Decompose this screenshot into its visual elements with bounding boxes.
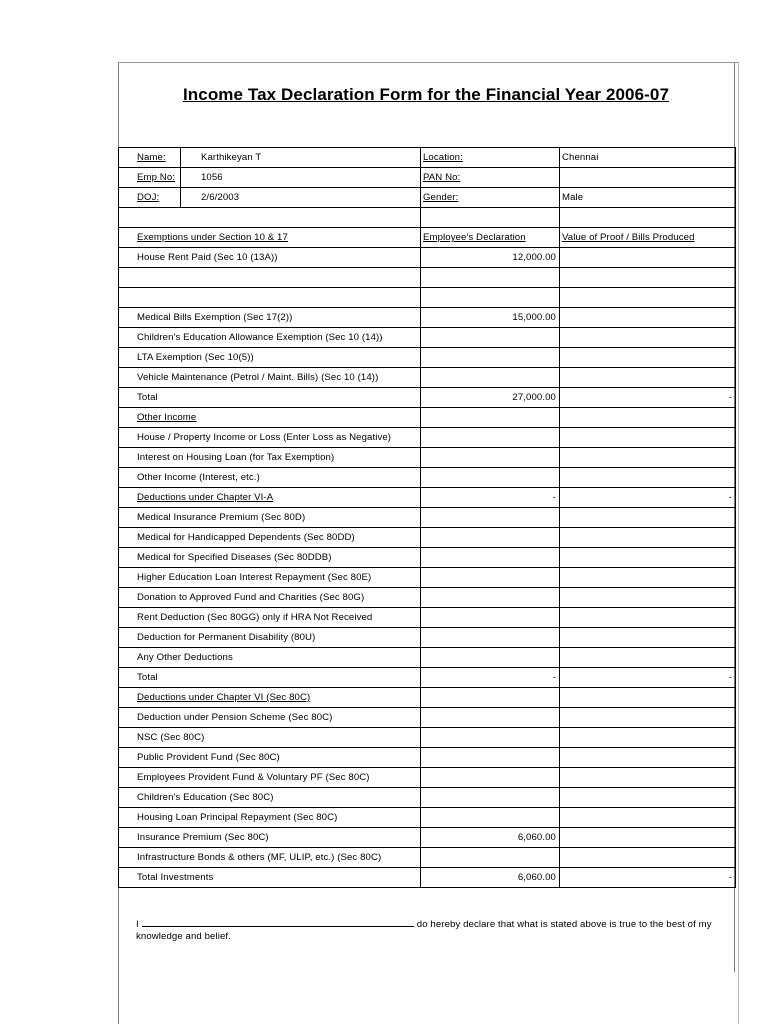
row-proof-value [560,568,736,588]
row-declared-value [421,768,560,788]
table-row [119,588,736,608]
row-declared-value [421,848,560,868]
doj-value: 2/6/2003 [181,188,421,208]
table-row [119,448,736,468]
declaration-text: do hereby declare that what is stated above is true to the best of my knowledge and belief. [136,919,712,942]
row-proof-value [560,788,736,808]
row-label: Public Provident Fund (Sec 80C) [119,748,421,768]
row-declared-value [421,608,560,628]
table-row [119,708,736,728]
row-declared-value [421,708,560,728]
row-proof-value [560,408,736,428]
name-value: Karthikeyan T [181,148,421,168]
row-declared-value [421,268,560,288]
row-declared-value [421,448,560,468]
row-label: House Rent Paid (Sec 10 (13A)) [119,248,421,268]
row-declared-value [421,368,560,388]
row-label: Total Investments [119,868,421,888]
declaration-prefix: I [136,919,139,930]
row-declared-value: 15,000.00 [421,308,560,328]
form-title: Income Tax Declaration Form for the Financial Year 2006-07 [182,85,670,104]
header-row [119,228,736,248]
table-row [119,508,736,528]
row-label: Deductions under Chapter VI-A [119,488,421,508]
row-declared-value: 6,060.00 [421,868,560,888]
row-label: LTA Exemption (Sec 10(5)) [119,348,421,368]
table-row [119,668,736,688]
row-label: Interest on Housing Loan (for Tax Exemption) [119,448,421,468]
row-proof-value [560,368,736,388]
table-row [119,568,736,588]
row-declared-value [421,468,560,488]
row-declared-value [421,348,560,368]
row-proof-value [560,448,736,468]
row-proof-value [560,808,736,828]
row-label: NSC (Sec 80C) [119,728,421,748]
row-proof-value [560,588,736,608]
page-border-top [118,62,738,63]
table-row [119,468,736,488]
exemptions-header: Exemptions under Section 10 & 17 [119,228,421,248]
row-declared-value: 12,000.00 [421,248,560,268]
row-proof-value: - [560,868,736,888]
table-row [119,628,736,648]
declarant-name-blank[interactable] [142,917,414,927]
table-row [119,488,736,508]
row-label: Deduction under Pension Scheme (Sec 80C) [119,708,421,728]
empno-label: Emp No: [119,168,181,188]
row-proof-value [560,728,736,748]
row-declared-value [421,788,560,808]
row-declared-value [421,728,560,748]
doj-label: DOJ: [119,188,181,208]
employee-row-name [119,148,736,168]
row-label: Other Income [119,408,421,428]
table-row [119,328,736,348]
table-row [119,388,736,408]
row-proof-value [560,848,736,868]
row-label: Any Other Deductions [119,648,421,668]
table-row [119,428,736,448]
employee-declaration-header: Employee's Declaration [421,228,560,248]
pan-label: PAN No: [421,168,560,188]
table-row [119,248,736,268]
row-proof-value [560,548,736,568]
row-label: Rent Deduction (Sec 80GG) only if HRA Not Received [119,608,421,628]
gender-label: Gender: [421,188,560,208]
row-label: Total [119,668,421,688]
row-label: Medical Insurance Premium (Sec 80D) [119,508,421,528]
row-label [119,288,421,308]
row-declared-value [421,548,560,568]
row-declared-value [421,288,560,308]
table-row [119,788,736,808]
row-label: Employees Provident Fund & Voluntary PF (Sec 80C) [119,768,421,788]
row-declared-value [421,528,560,548]
row-declared-value [421,588,560,608]
row-proof-value [560,828,736,848]
table-row [119,848,736,868]
table-row [119,728,736,748]
table-row [119,308,736,328]
row-label: Medical for Handicapped Dependents (Sec 80DD) [119,528,421,548]
row-proof-value [560,708,736,728]
row-label: Donation to Approved Fund and Charities (Sec 80G) [119,588,421,608]
table-row [119,808,736,828]
row-declared-value [421,568,560,588]
row-proof-value: - [560,668,736,688]
row-proof-value: - [560,488,736,508]
spacer-row [119,208,736,228]
row-label: Children's Education (Sec 80C) [119,788,421,808]
row-proof-value [560,688,736,708]
row-proof-value: - [560,388,736,408]
employee-row-empno [119,168,736,188]
row-declared-value: 27,000.00 [421,388,560,408]
row-proof-value [560,768,736,788]
table-row [119,748,736,768]
row-declared-value [421,408,560,428]
table-row [119,548,736,568]
row-label: Vehicle Maintenance (Petrol / Maint. Bills) (Sec 10 (14)) [119,368,421,388]
name-label: Name: [119,148,181,168]
row-label: Deductions under Chapter VI (Sec 80C) [119,688,421,708]
declaration-statement [136,917,732,943]
declaration-table [118,147,736,888]
table-row [119,648,736,668]
row-proof-value [560,308,736,328]
row-proof-value [560,328,736,348]
row-label: Children's Education Allowance Exemption (Sec 10 (14)) [119,328,421,348]
row-declared-value [421,648,560,668]
row-proof-value [560,528,736,548]
location-value: Chennai [560,148,736,168]
row-label: Infrastructure Bonds & others (MF, ULIP, etc.) (Sec 80C) [119,848,421,868]
row-declared-value [421,508,560,528]
page-edge-right [738,62,739,1024]
employee-row-doj [119,188,736,208]
row-proof-value [560,248,736,268]
table-row [119,368,736,388]
row-proof-value [560,348,736,368]
row-declared-value [421,328,560,348]
row-label: Housing Loan Principal Repayment (Sec 80C) [119,808,421,828]
row-declared-value [421,428,560,448]
row-declared-value [421,748,560,768]
row-declared-value: 6,060.00 [421,828,560,848]
row-proof-value [560,748,736,768]
row-label: Insurance Premium (Sec 80C) [119,828,421,848]
table-row [119,288,736,308]
location-label: Location: [421,148,560,168]
row-declared-value [421,628,560,648]
row-label: House / Property Income or Loss (Enter Loss as Negative) [119,428,421,448]
row-label: Medical for Specified Diseases (Sec 80DDB) [119,548,421,568]
table-row [119,348,736,368]
row-proof-value [560,628,736,648]
row-label: Medical Bills Exemption (Sec 17(2)) [119,308,421,328]
row-declared-value: - [421,488,560,508]
row-declared-value [421,808,560,828]
table-row [119,828,736,848]
row-label: Other Income (Interest, etc.) [119,468,421,488]
pan-value [560,168,736,188]
table-row [119,688,736,708]
table-row [119,768,736,788]
table-row [119,608,736,628]
row-label [119,268,421,288]
row-proof-value [560,428,736,448]
row-proof-value [560,508,736,528]
row-label: Higher Education Loan Interest Repayment (Sec 80E) [119,568,421,588]
row-declared-value [421,688,560,708]
row-proof-value [560,268,736,288]
row-label: Deduction for Permanent Disability (80U) [119,628,421,648]
row-proof-value [560,648,736,668]
table-row [119,268,736,288]
row-proof-value [560,468,736,488]
row-proof-value [560,608,736,628]
table-row [119,868,736,888]
gender-value: Male [560,188,736,208]
row-declared-value: - [421,668,560,688]
table-row [119,528,736,548]
row-label: Total [119,388,421,408]
proof-header: Value of Proof / Bills Produced [560,228,736,248]
table-row [119,408,736,428]
empno-value: 1056 [181,168,421,188]
row-proof-value [560,288,736,308]
